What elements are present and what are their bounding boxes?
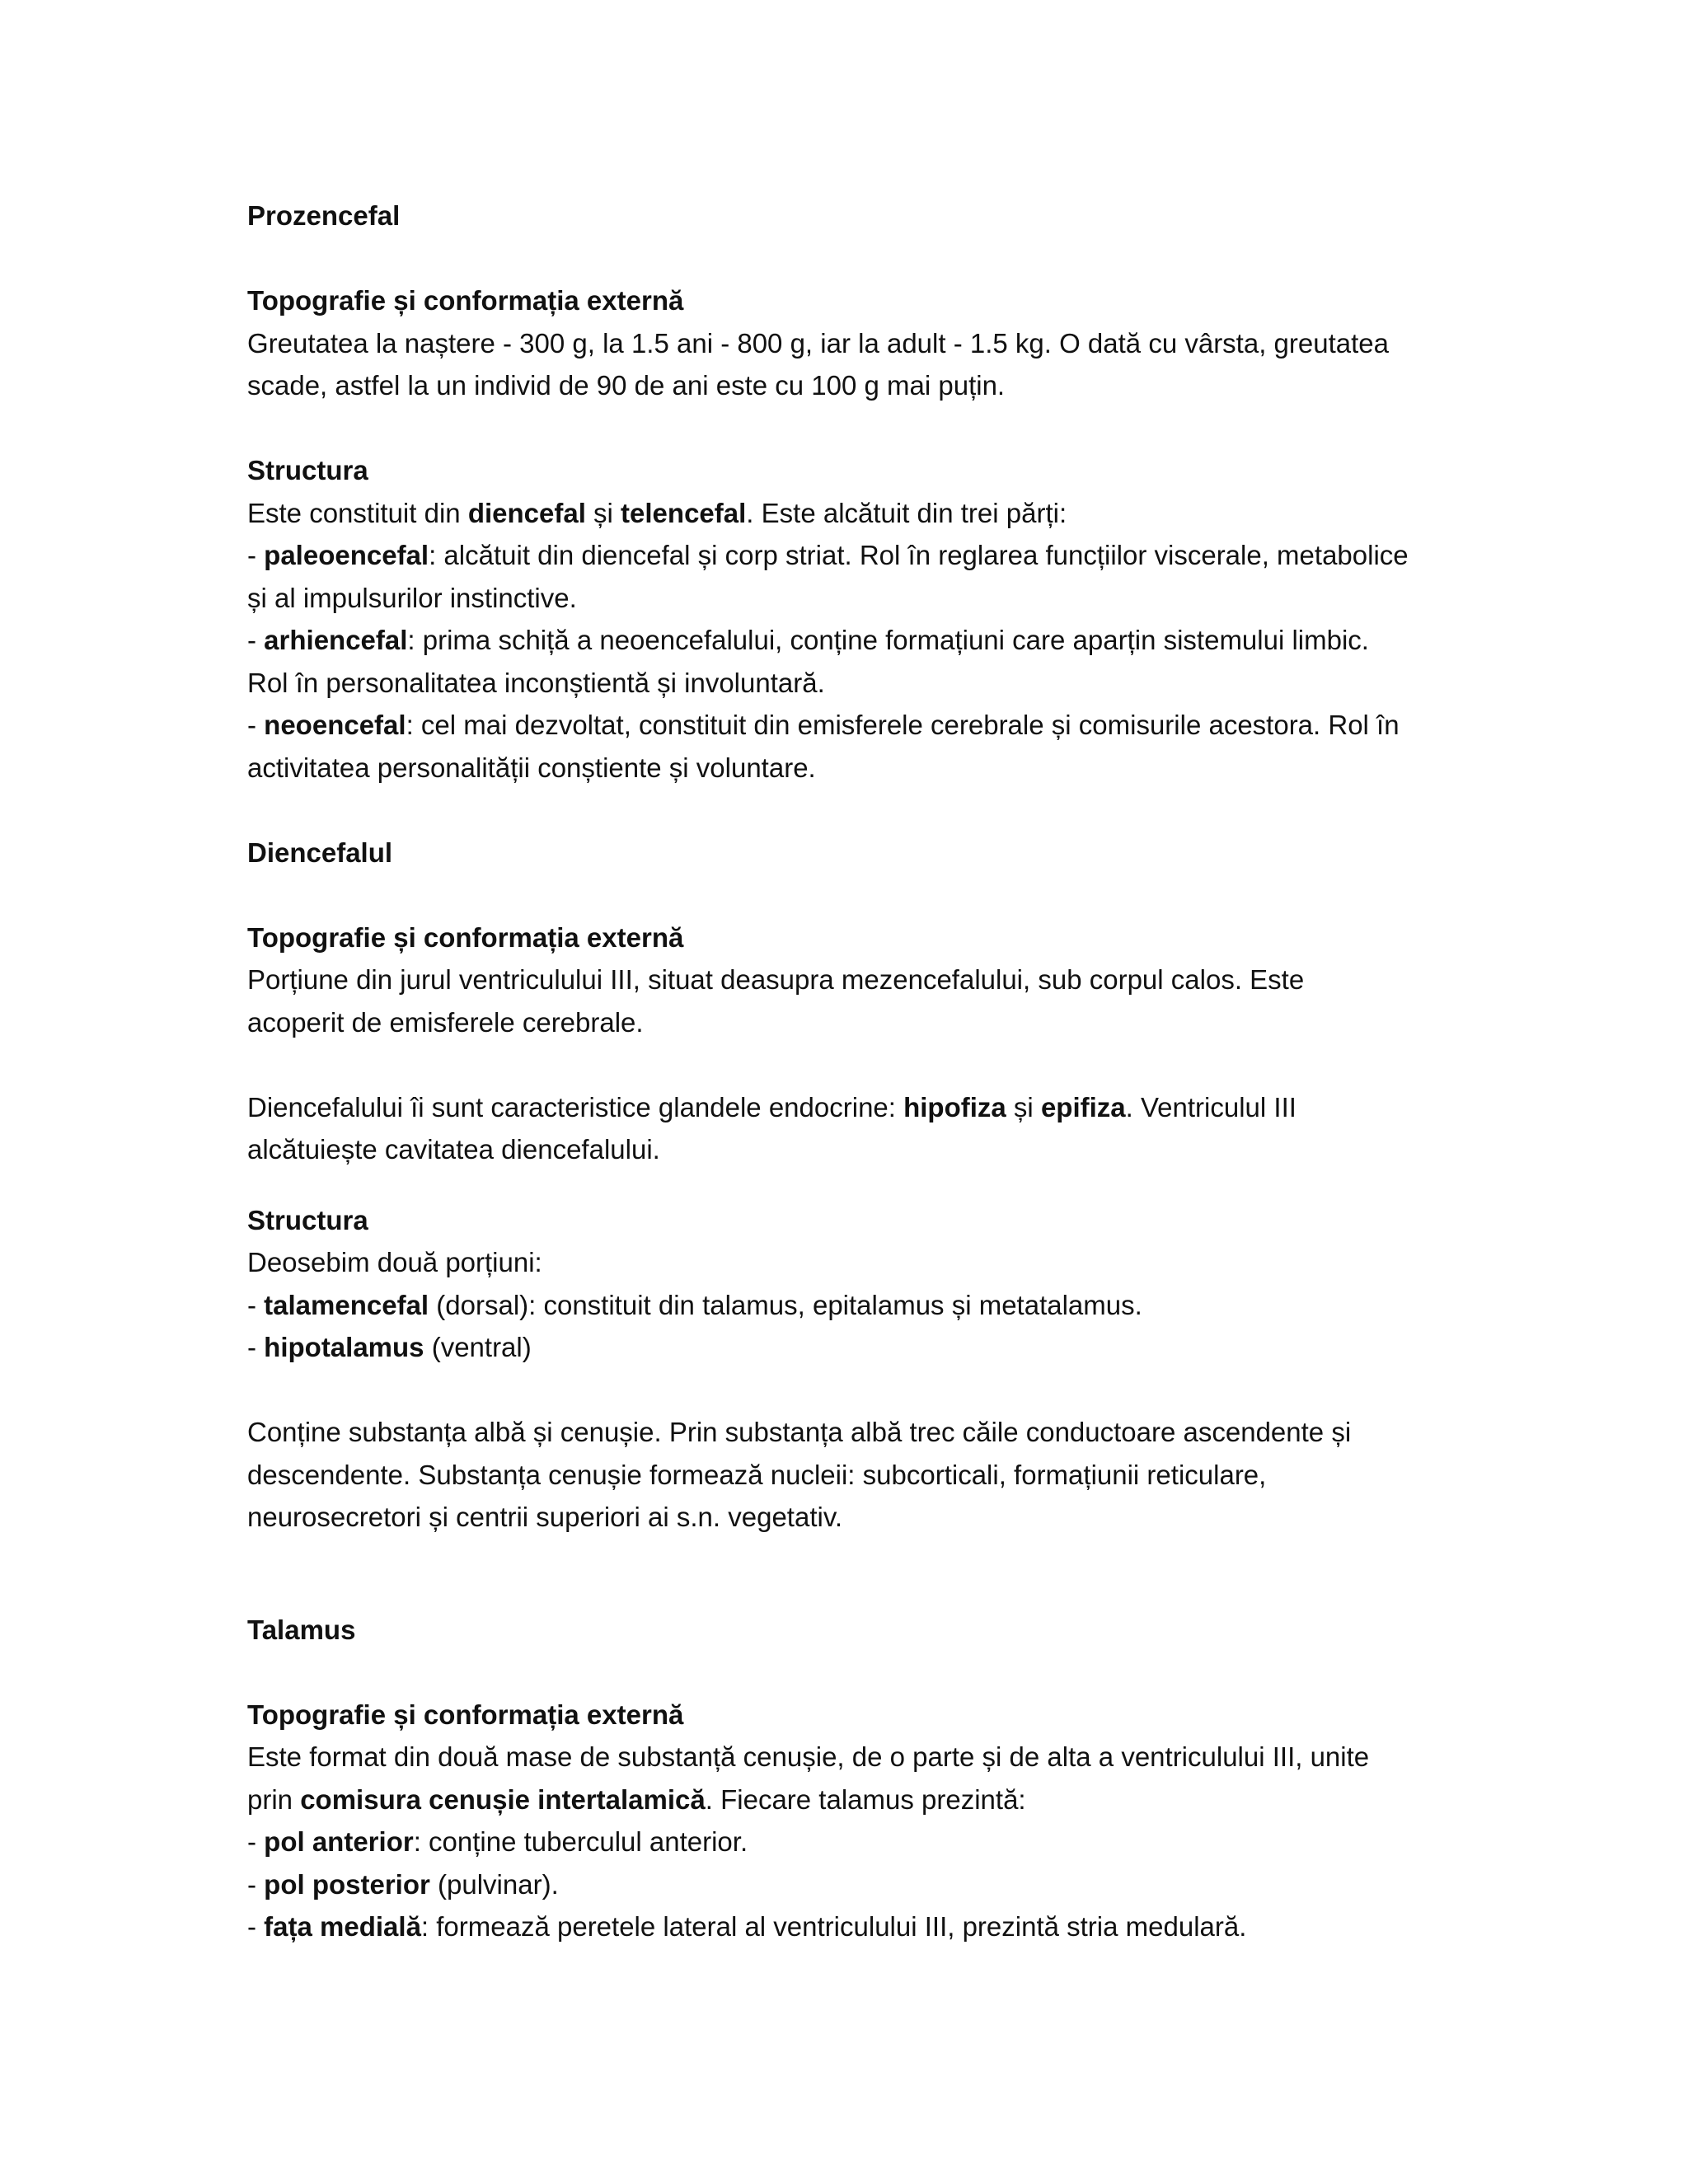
list-item: - neoencefal: cel mai dezvoltat, constituit din emisferele cerebrale și comisurile acestora. Rol în	[247, 710, 1400, 740]
paragraph-line: prin comisura cenușie intertalamică. Fiecare talamus prezintă:	[247, 1783, 1026, 1815]
section-title-prozencefal: Prozencefal	[247, 200, 401, 231]
list-item: - talamencefal (dorsal): constituit din talamus, epitalamus și metatalamus.	[247, 1289, 1142, 1320]
list-item-continuation: activitatea personalității conștiente și voluntare.	[247, 752, 816, 783]
paragraph-line: acoperit de emisferele cerebrale.	[247, 1006, 644, 1038]
list-item: - paleoencefal: alcătuit din diencefal și corp striat. Rol în reglarea funcțiilor viscerale, metabolice	[247, 540, 1409, 570]
paragraph-line: Porțiune din jurul ventriculului III, situat deasupra mezencefalului, sub corpul calos. Este	[247, 964, 1305, 995]
paragraph-line: Este format din două mase de substanță cenușie, de o parte și de alta a ventriculului III, unite	[247, 1741, 1370, 1772]
paragraph-line: Conține substanța albă și cenușie. Prin substanța albă trec căile conductoare ascendente și	[247, 1417, 1352, 1447]
list-item-continuation: Rol în personalitatea inconștientă și involuntară.	[247, 667, 825, 698]
paragraph-line: neurosecretori și centrii superiori ai s.n. vegetativ.	[247, 1502, 843, 1532]
paragraph-line: descendente. Substanța cenușie formează nucleii: subcorticali, formațiunii reticulare,	[247, 1459, 1267, 1490]
list-item: - pol posterior (pulvinar).	[247, 1868, 559, 1900]
paragraph-line: Greutatea la naștere - 300 g, la 1.5 ani - 800 g, iar la adult - 1.5 kg. O dată cu vârsta, greutatea	[247, 327, 1389, 359]
subheading-structura: Structura	[247, 1204, 368, 1235]
paragraph-line: Diencefalului îi sunt caracteristice glandele endocrine: hipofiza și epifiza. Ventriculul III	[247, 1091, 1296, 1122]
section-title-talamus: Talamus	[247, 1614, 356, 1645]
paragraph-line: alcătuiește cavitatea diencefalului.	[247, 1134, 660, 1165]
list-item: - pol anterior: conține tuberculul anterior.	[247, 1826, 748, 1857]
subheading-topografie: Topografie și conformația externă	[247, 285, 684, 316]
list-item-continuation: și al impulsurilor instinctive.	[247, 582, 577, 613]
subheading-structura: Structura	[247, 455, 368, 485]
subheading-topografie: Topografie și conformația externă	[247, 1699, 684, 1730]
list-item: - hipotalamus (ventral)	[247, 1332, 532, 1362]
document-page	[247, 194, 1451, 1948]
paragraph-line: scade, astfel la un individ de 90 de ani este cu 100 g mai puțin.	[247, 370, 1006, 401]
paragraph-line: Deosebim două porțiuni:	[247, 1247, 542, 1277]
list-item: - arhiencefal: prima schiță a neoencefalului, conține formațiuni care aparțin sistemului limbic.	[247, 625, 1369, 655]
section-title-diencefalul: Diencefalul	[247, 837, 393, 868]
subheading-topografie: Topografie și conformația externă	[247, 921, 684, 953]
list-item: - fața medială: formează peretele lateral al ventriculului III, prezintă stria medulară.	[247, 1911, 1247, 1942]
paragraph-line: Este constituit din diencefal și telencefal. Este alcătuit din trei părți:	[247, 497, 1067, 528]
